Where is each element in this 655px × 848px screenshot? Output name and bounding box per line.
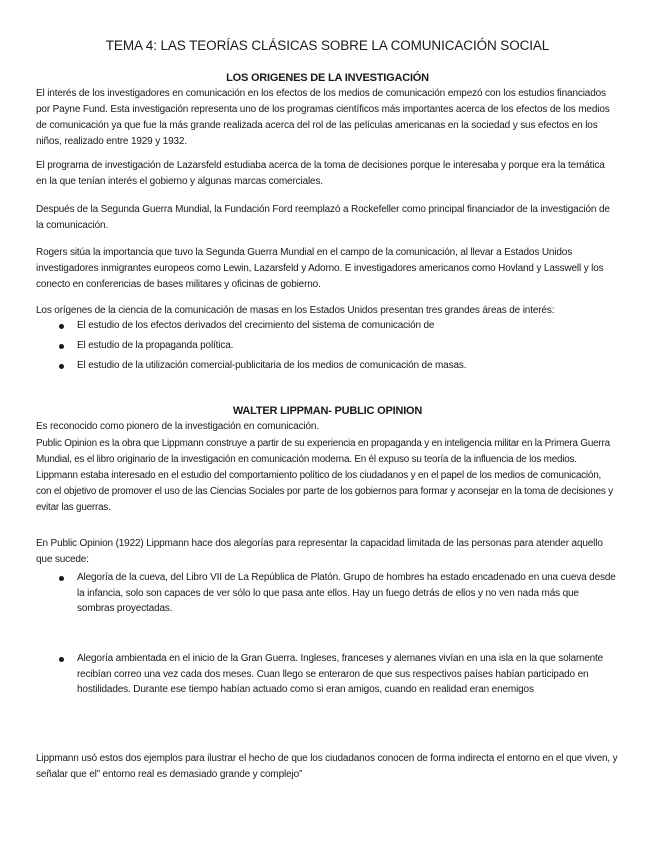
- paragraph: El interés de los investigadores en comunicación en los efectos de los medios de comunicación empezó con los estudios financiados por Payne Fund. Esta investigación representa uno de los programas científicos más importantes acerca de los efectos de los medios de comunicación ya que fue la más grande realizada acerca del rol de las películas americanas en la sociedad y sus efectos en los niños, realizado entre 1929 y 1932.: [36, 88, 610, 147]
- bullet-icon: [59, 324, 64, 329]
- bullet-list: [36, 651, 616, 698]
- paragraph: Public Opinion es la obra que Lippmann construye a partir de su experiencia en propaganda y en inteligencia militar en la Primera Guerra Mundial, es el libro originario de la investigación en comunicación moderna. En él expuso su teoría de la influencia de los medios. Lippmann estaba interesado en el estudio del comportamiento político de los ciudadanos y en el papel de los medios de comunicación, con el objetivo de promover el uso de las Ciencias Sociales por parte de los gobiernos para formar y aconsejar en la toma de decisiones y evitar las guerras.: [36, 438, 613, 513]
- paragraph: Los orígenes de la ciencia de la comunicación de masas en los Estados Unidos presentan tres grandes áreas de interés:: [36, 305, 555, 316]
- page-title: TEMA 4: LAS TEORÍAS CLÁSICAS SOBRE LA COMUNICACIÓN SOCIAL: [105, 38, 550, 53]
- section-heading-origenes: LOS ORIGENES DE LA INVESTIGACIÓN: [226, 72, 429, 84]
- paragraph: El programa de investigación de Lazarsfeld estudiaba acerca de la toma de decisiones porque le interesaba y porque era la temática en la que tenían interés el gobierno y algunas marcas comerciales.: [36, 160, 605, 187]
- section-heading-lippman: WALTER LIPPMAN- PUBLIC OPINION: [232, 405, 423, 417]
- paragraph: Rogers sitúa la importancia que tuvo la Segunda Guerra Mundial en el campo de la comunicación, al llevar a Estados Unidos investigadores inmigrantes europeos como Lewin, Lazarsfeld y Adorno. E investigadores americanos como Hovland y Lasswell y los conecto en conferencias de bases militares y oficinas de gobierno.: [36, 247, 604, 290]
- paragraph: Es reconocido como pionero de la investigación en comunicación.: [36, 421, 319, 432]
- list-item: El estudio de la utilización comercial-publicitaria de los medios de comunicación de masas.: [36, 358, 616, 378]
- paragraph: Después de la Segunda Guerra Mundial, la Fundación Ford reemplazó a Rockefeller como principal financiador de la investigación de la comunicación.: [36, 204, 610, 231]
- list-item: El estudio de los efectos derivados del crecimiento del sistema de comunicación de: [36, 318, 616, 338]
- bullet-list: [36, 570, 616, 617]
- bullet-icon: [59, 364, 64, 369]
- bullet-icon: [59, 576, 64, 581]
- bullet-icon: [59, 657, 64, 662]
- paragraph: En Public Opinion (1922) Lippmann hace dos alegorías para representar la capacidad limitada de las personas para atender aquello que sucede:: [36, 538, 603, 565]
- bullet-icon: [59, 344, 64, 349]
- list-item: Alegoría ambientada en el inicio de la Gran Guerra. Ingleses, franceses y alemanes vivían en una isla en la que solamente recibían correo una vez cada dos meses. Cuan llego se enteraron de que sus respectivos países habían participado en hostilidades. Durante ese tiempo habían actuado como si eran amigos, cuando en realidad eran enemigos: [36, 651, 616, 698]
- list-item: El estudio de la propaganda política.: [36, 338, 616, 358]
- list-item: Alegoría de la cueva, del Libro VII de La República de Platón. Grupo de hombres ha estado encadenado en una cueva desde la infancia, solo son capaces de ver sólo lo que pasa ante ellos. Hay un fuego detrás de ellos y no ven nada más que sombras proyectadas.: [36, 570, 616, 617]
- paragraph: Lippmann usó estos dos ejemplos para ilustrar el hecho de que los ciudadanos conocen de forma indirecta el entorno en el que viven, y señalar que el” entorno real es demasiado grande y complejo”: [36, 753, 618, 780]
- bullet-list: [36, 318, 616, 378]
